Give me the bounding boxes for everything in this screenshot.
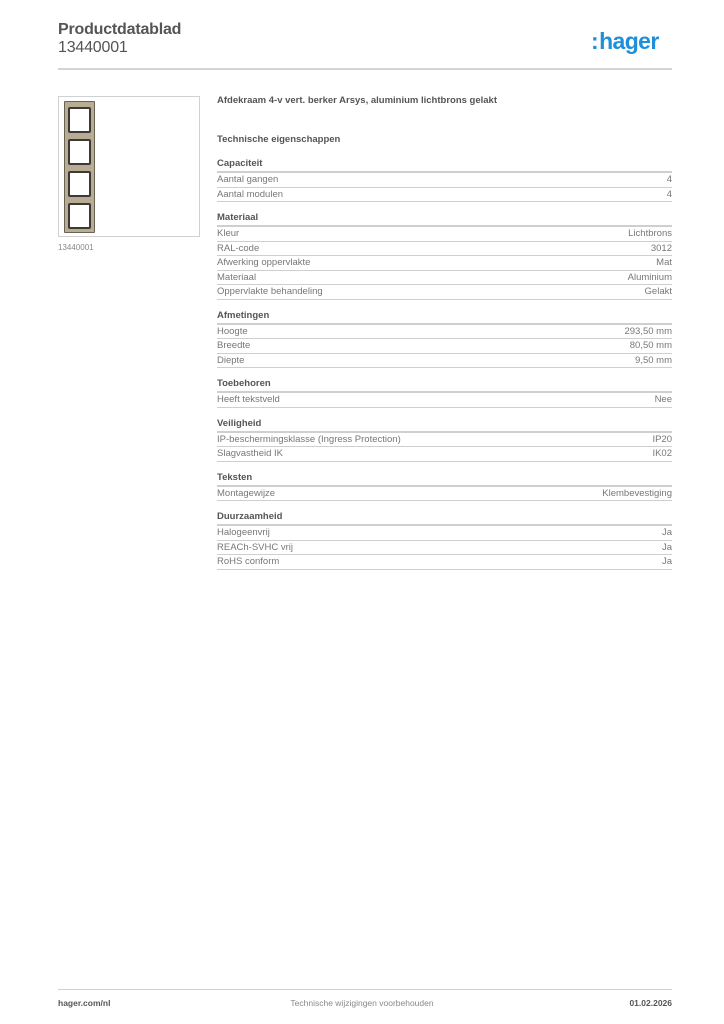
spec-value: Aluminium xyxy=(627,271,672,283)
spec-row xyxy=(217,393,672,408)
spec-row xyxy=(217,487,672,502)
footer-disclaimer: Technische wijzigingen voorbehouden xyxy=(290,998,434,1008)
spec-value: Mat xyxy=(656,257,672,268)
spec-row xyxy=(217,285,672,300)
spec-label: Oppervlakte behandeling xyxy=(217,286,323,297)
spec-label: Halogeenvrij xyxy=(217,527,270,538)
spec-group xyxy=(217,309,672,369)
spec-row xyxy=(217,433,672,448)
spec-value: 293,50 mm xyxy=(624,325,672,337)
spec-value: Ja xyxy=(661,556,672,567)
hager-logo xyxy=(591,28,659,55)
spec-row xyxy=(217,256,672,271)
spec-value: 9,50 mm xyxy=(635,354,672,366)
spec-value: 4 xyxy=(666,188,672,200)
spec-row xyxy=(217,227,672,242)
frame-opening xyxy=(68,171,91,197)
spec-value: IK02 xyxy=(652,448,672,459)
spec-label: Slagvastheid IK xyxy=(217,448,284,459)
spec-value: Gelakt xyxy=(644,286,672,297)
frame-opening xyxy=(68,203,91,229)
product-name: Afdekraam 4-v vert. berker Arsys, aluminium lichtbrons gelakt xyxy=(217,95,497,106)
spec-value: Nee xyxy=(654,394,672,405)
spec-row xyxy=(217,173,672,188)
product-image xyxy=(58,96,200,237)
logo-colon: : xyxy=(591,28,599,54)
spec-row xyxy=(217,447,672,462)
spec-group xyxy=(217,510,672,570)
spec-label: Afwerking oppervlakte xyxy=(217,257,311,268)
footer-website[interactable]: hager.com/nl xyxy=(58,998,111,1008)
frame-opening xyxy=(68,107,91,133)
spec-value: Klembevestiging xyxy=(602,487,672,499)
spec-label: Kleur xyxy=(217,228,240,239)
footer-divider xyxy=(58,989,672,990)
spec-value: IP20 xyxy=(652,433,672,445)
spec-row xyxy=(217,354,672,369)
group-title: Materiaal xyxy=(217,211,672,227)
spec-group xyxy=(217,377,672,408)
spec-value: 4 xyxy=(666,174,672,185)
spec-group xyxy=(217,471,672,502)
spec-row xyxy=(217,271,672,286)
spec-label: Heeft tekstveld xyxy=(217,394,280,405)
spec-value: Ja xyxy=(661,527,672,538)
spec-groups xyxy=(217,157,672,570)
spec-label: Montagewijze xyxy=(217,487,276,499)
group-title: Teksten xyxy=(217,471,672,487)
spec-label: Breedte xyxy=(217,340,251,351)
logo-text: hager xyxy=(599,28,659,54)
group-title: Toebehoren xyxy=(217,377,672,393)
spec-group xyxy=(217,157,672,202)
spec-label: IP-beschermingsklasse (Ingress Protection) xyxy=(217,433,401,445)
group-title: Duurzaamheid xyxy=(217,510,672,526)
spec-value: Lichtbrons xyxy=(628,228,672,239)
spec-value: 3012 xyxy=(650,242,672,254)
product-specs xyxy=(217,95,672,579)
spec-label: Materiaal xyxy=(217,271,257,283)
spec-value: 80,50 mm xyxy=(629,340,672,351)
spec-label: Hoogte xyxy=(217,325,248,337)
spec-row xyxy=(217,541,672,556)
spec-label: RAL-code xyxy=(217,242,260,254)
spec-label: Aantal modulen xyxy=(217,188,284,200)
frame-opening xyxy=(68,139,91,165)
group-title: Capaciteit xyxy=(217,157,672,173)
spec-row xyxy=(217,242,672,257)
spec-row xyxy=(217,339,672,354)
spec-row xyxy=(217,188,672,203)
article-number: 13440001 xyxy=(58,39,128,56)
spec-row xyxy=(217,526,672,541)
spec-group xyxy=(217,211,672,300)
cover-frame-icon xyxy=(64,101,95,233)
section-title: Technische eigenschappen xyxy=(217,134,341,145)
group-title: Veiligheid xyxy=(217,417,672,433)
image-caption: 13440001 xyxy=(58,243,94,252)
spec-row xyxy=(217,555,672,570)
spec-label: Diepte xyxy=(217,354,245,366)
spec-label: RoHS conform xyxy=(217,556,280,567)
footer-date: 01.02.2026 xyxy=(629,998,672,1008)
spec-label: Aantal gangen xyxy=(217,174,279,185)
group-title: Afmetingen xyxy=(217,309,672,325)
header-divider xyxy=(58,68,672,70)
spec-row xyxy=(217,325,672,340)
spec-label: REACh-SVHC vrij xyxy=(217,541,294,553)
spec-group xyxy=(217,417,672,462)
page-title: Productdatablad xyxy=(58,21,182,38)
spec-value: Ja xyxy=(661,541,672,553)
